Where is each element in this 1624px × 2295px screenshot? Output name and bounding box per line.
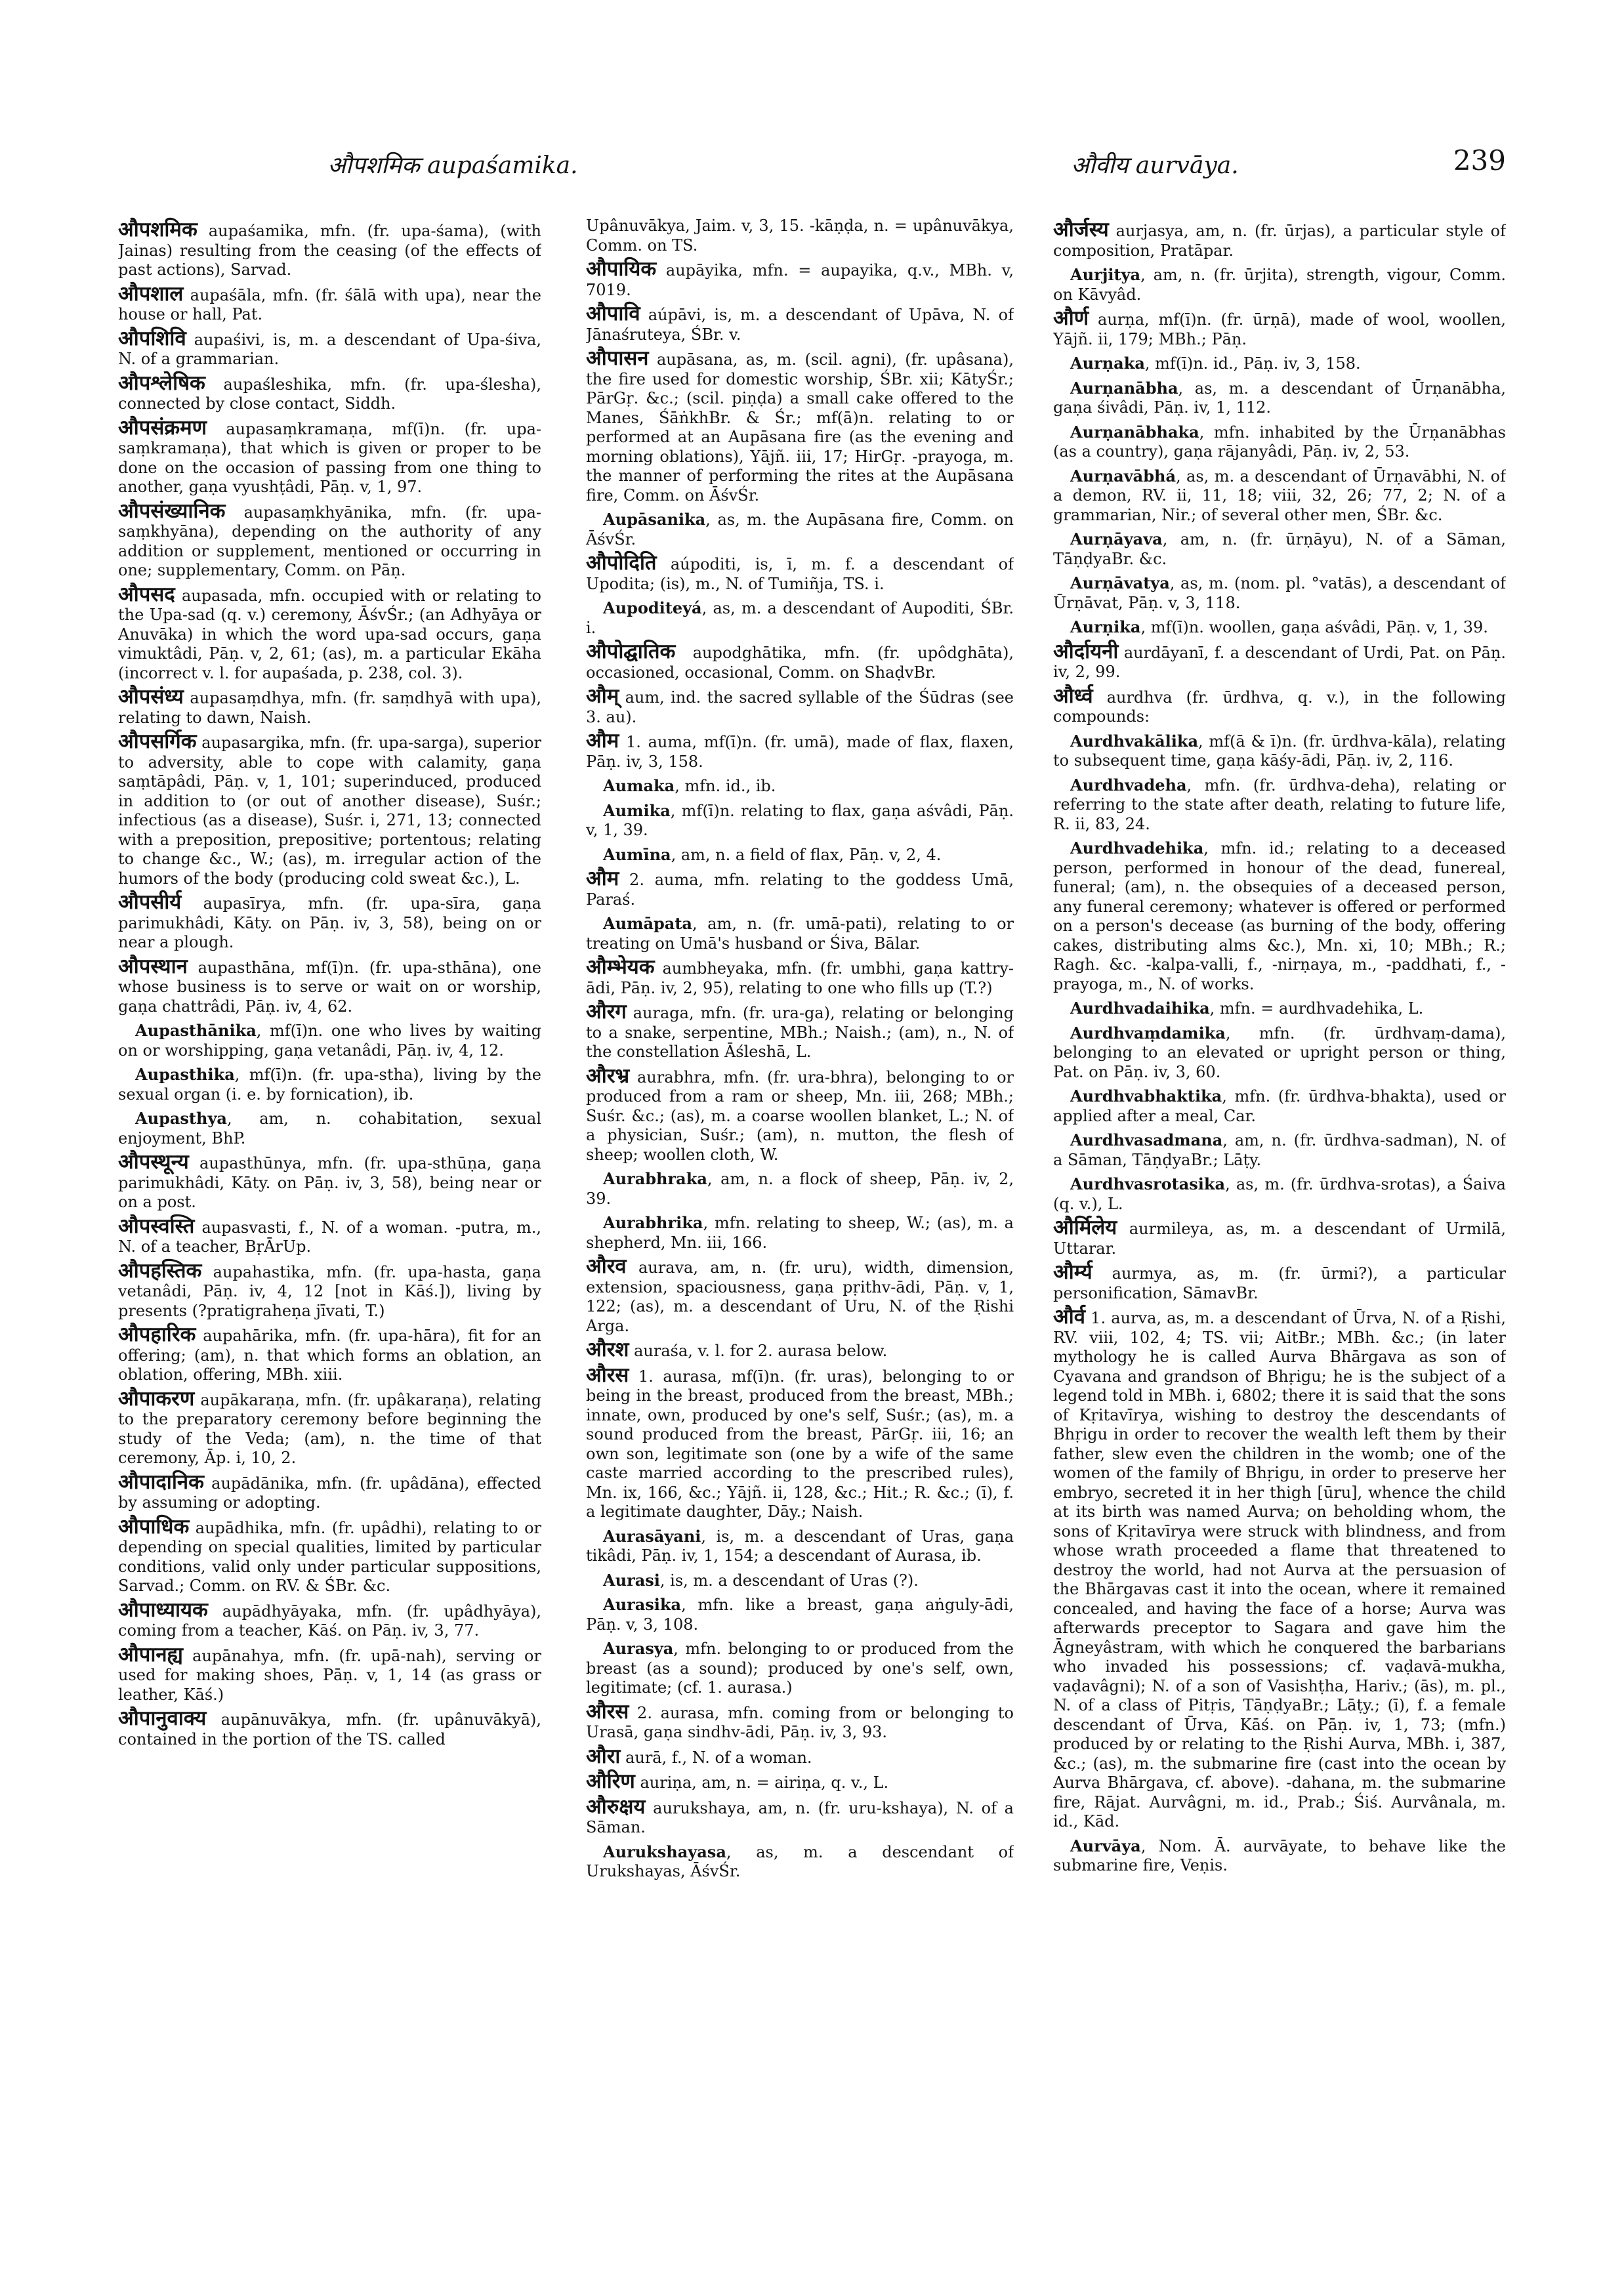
dictionary-subentry bbox=[1053, 379, 1506, 418]
dictionary-entry bbox=[586, 684, 1014, 727]
entry-text: aupādhyāyaka, mfn. (fr. upâdhyāya), coming from a teacher, Kāś. on Pāṇ. iv, 3, 77. bbox=[118, 1602, 541, 1640]
entry-text: aupaśleshika, mfn. (fr. upa-ślesha), connected by close contact, Siddh. bbox=[118, 375, 541, 413]
entry-headword: औरग bbox=[586, 1000, 627, 1023]
entry-text: 1. aurasa, mf(ī)n. (fr. uras), belonging to or being in the breast, produced from the breast, MBh.; innate, own, produced by one's self, Suśr.; (as), m. a sound produced from the breast, PārGṛ. iii, 16; an own son, legitimate son (one by a wife of the same caste married according to the prescribed rules), Mn. ix, 166, &c.; Yājñ. ii, 128, &c.; Hit.; R. &c.; (ī), f. a legitimate daughter, Dāy.; Naish. bbox=[586, 1367, 1014, 1521]
entry-headword: Aurṇanābhaka bbox=[1070, 422, 1199, 442]
dictionary-subentry bbox=[1053, 423, 1506, 462]
column-1 bbox=[118, 217, 541, 2264]
dictionary-subentry bbox=[586, 1169, 1014, 1209]
dictionary-subentry bbox=[586, 776, 1014, 796]
entry-headword: और्दायनी bbox=[1053, 639, 1119, 663]
entry-headword: औपाध्यायक bbox=[118, 1598, 208, 1622]
dictionary-entry bbox=[118, 1470, 541, 1513]
entry-text: , as, m. (fr. ūrdhva-srotas), a Śaiva (q. v.), L. bbox=[1053, 1175, 1506, 1213]
entry-headword: और्व bbox=[1053, 1305, 1085, 1329]
dictionary-subentry bbox=[586, 845, 1014, 865]
entry-headword: औपाकरण bbox=[118, 1386, 195, 1411]
entry-text: , mf(ī)n. relating to flax, gaṇa aśvâdi, Pāṇ. v, 1, 39. bbox=[586, 801, 1014, 839]
entry-text: aurjasya, am, n. (fr. ūrjas), a particular style of composition, Pratāpar. bbox=[1053, 222, 1506, 260]
entry-headword: औपसीर्य bbox=[118, 890, 182, 914]
dictionary-entry bbox=[586, 1000, 1014, 1062]
entry-headword: Aurvāya bbox=[1070, 1836, 1141, 1855]
entry-headword: औपहारिक bbox=[118, 1323, 196, 1346]
entry-headword: Aumīna bbox=[603, 844, 671, 864]
dictionary-entry bbox=[1053, 306, 1506, 349]
entry-headword: Aumaka bbox=[603, 776, 675, 795]
entry-text: aurā, f., N. of a woman. bbox=[625, 1748, 812, 1767]
entry-headword: औपश्लेषिक bbox=[118, 371, 205, 395]
dictionary-entry bbox=[118, 415, 541, 497]
entry-text: aupaśivi, is, m. a descendant of Upa-śiva, N. of a grammarian. bbox=[118, 330, 541, 368]
entry-text: , am, n. cohabitation, sexual enjoyment, BhP. bbox=[118, 1109, 541, 1148]
dictionary-subentry bbox=[118, 1109, 541, 1148]
entry-headword: औम् bbox=[586, 684, 619, 708]
entry-text: aupahastika, mfn. (fr. upa-hasta, gaṇa vetanâdi, Pāṇ. iv, 4, 12 [not in Kāś.]), living by presents (?pratigraheṇa jīvati, T.) bbox=[118, 1262, 541, 1320]
dictionary-entry bbox=[586, 869, 1014, 909]
dictionary-entry bbox=[118, 1386, 541, 1468]
entry-text: , mf(ā & ī)n. (fr. ūrdhva-kāla), relating to subsequent time, gaṇa kāśy-ādi, Pāṇ. iv, 2, 116. bbox=[1053, 732, 1506, 770]
dictionary-entry bbox=[586, 1363, 1014, 1522]
dictionary-entry bbox=[118, 685, 541, 728]
entry-text: , am, n. (fr. ūrdhva-sadman), N. of a Sāman, TāṇḍyaBr.; Lāṭy. bbox=[1053, 1131, 1506, 1169]
dictionary-subentry bbox=[1053, 573, 1506, 613]
entry-text: , mfn. like a breast, gaṇa aṅguly-ādi, Pāṇ. v, 3, 108. bbox=[586, 1596, 1014, 1634]
entry-text: , is, m. a descendant of Uras (?). bbox=[659, 1571, 919, 1590]
dictionary-entry bbox=[118, 281, 541, 325]
entry-text: , mf(ī)n. woollen, gaṇa aśvâdi, Pāṇ. v, 1, 39. bbox=[1140, 618, 1488, 636]
entry-headword: Aupasthya bbox=[135, 1109, 227, 1128]
entry-headword: Aurdhvadaihika bbox=[1070, 999, 1210, 1018]
entry-headword: Aurdhvakālika bbox=[1070, 731, 1199, 751]
entry-headword: Aurdhvasrotasika bbox=[1070, 1174, 1226, 1193]
entry-text: aupasaṃkramaṇa, mf(ī)n. (fr. upa-saṃkramaṇa), that which is given or proper to be done on the occasion of passing from one thing to another, gaṇa vyushṭâdi, Pāṇ. v, 1, 97. bbox=[118, 419, 541, 496]
entry-text: , mfn. (fr. ūrdhvaṃ-dama), belonging to an elevated or upright person or thing, Pat. on Pāṇ. iv, 3, 60. bbox=[1053, 1023, 1506, 1081]
entry-headword: Aurasya bbox=[603, 1639, 674, 1658]
entry-headword: Aurasi bbox=[603, 1570, 660, 1590]
dictionary-entry bbox=[118, 732, 541, 888]
dictionary-entry bbox=[1053, 1218, 1506, 1258]
entry-headword: औरश bbox=[586, 1338, 629, 1361]
entry-headword: औपसर्गिक bbox=[118, 730, 197, 753]
dictionary-entry bbox=[1053, 1305, 1506, 1832]
dictionary-subentry bbox=[586, 914, 1014, 953]
dictionary-entry bbox=[586, 1064, 1014, 1165]
entry-text: aupānuvākya, mfn. (fr. upânuvākyā), contained in the portion of the TS. called bbox=[118, 1710, 541, 1748]
dictionary-subentry bbox=[1053, 617, 1506, 638]
entry-text: aum, ind. the sacred syllable of the Śūdras (see 3. au). bbox=[586, 688, 1014, 726]
entry-text: , as, m. a descendant of Aupoditi, ŚBr. i. bbox=[586, 599, 1014, 637]
entry-headword: औरिण bbox=[586, 1769, 635, 1793]
dictionary-entry bbox=[118, 582, 541, 684]
entry-text: , am, n. (fr. umā-pati), relating to or treating on Umā's husband or Śiva, Bālar. bbox=[586, 915, 1014, 953]
entry-headword: Aupasthānika bbox=[135, 1021, 257, 1040]
dictionary-entry bbox=[118, 1642, 541, 1705]
entry-text: aurmya, as, m. (fr. ūrmi?), a particular personification, SāmavBr. bbox=[1053, 1264, 1506, 1302]
entry-text: aumbheyaka, mfn. (fr. umbhi, gaṇa kattry-ādi, Pāṇ. iv, 2, 95), relating to one who fills up (T.?) bbox=[586, 959, 1014, 997]
entry-text: , mfn. = aurdhvadehika, L. bbox=[1209, 999, 1424, 1018]
entry-text: aupodghātika, mfn. (fr. upôdghāta), occasioned, occasional, Comm. on ShaḍvBr. bbox=[586, 644, 1014, 682]
entry-headword: औरस bbox=[586, 1363, 629, 1387]
dictionary-entry bbox=[1053, 639, 1506, 682]
dictionary-subentry bbox=[1053, 1836, 1506, 1876]
entry-text: aupahārika, mfn. (fr. upa-hāra), fit for an offering; (am), n. that which forms an oblation, an oblation, offering, MBh. xiii. bbox=[118, 1327, 541, 1384]
entry-text: , mf(ī)n. (fr. upa-stha), living by the sexual organ (i. e. by fornication), ib. bbox=[118, 1065, 541, 1104]
entry-text: Upânuvākya, Jaim. v, 3, 15. -kāṇḍa, n. = upânuvākya, Comm. on TS. bbox=[586, 217, 1014, 255]
entry-headword: औपस्वस्ति bbox=[118, 1214, 195, 1238]
dictionary-subentry bbox=[586, 510, 1014, 549]
dictionary-subentry bbox=[1053, 466, 1506, 526]
dictionary-subentry bbox=[586, 1595, 1014, 1634]
entry-headword: Aurabhraka bbox=[603, 1169, 707, 1188]
dictionary-entry bbox=[586, 1769, 1014, 1793]
dictionary-entry bbox=[118, 1325, 541, 1385]
entry-headword: औपसंध्य bbox=[118, 685, 184, 709]
dictionary-entry bbox=[118, 326, 541, 369]
entry-headword: Aumāpata bbox=[603, 914, 692, 933]
dictionary-subentry bbox=[1053, 775, 1506, 835]
entry-text: aupasthūnya, mfn. (fr. upa-sthūṇa, gaṇa parimukhâdi, Kāty. on Pāṇ. iv, 3, 58), being near or on a post. bbox=[118, 1154, 541, 1211]
dictionary-subentry bbox=[586, 1571, 1014, 1591]
entry-text: , mfn. (fr. ūrdhva-deha), relating or referring to the state after death, relating to future life, R. ii, 83, 24. bbox=[1053, 775, 1506, 833]
entry-text: aurṇa, mf(ī)n. (fr. ūrṇā), made of wool, woollen, Yājñ. ii, 179; MBh.; Pāṇ. bbox=[1053, 310, 1506, 348]
dictionary-subentry bbox=[586, 1527, 1014, 1566]
entry-headword: और्जस्य bbox=[1053, 218, 1109, 241]
entry-text: , mf(ī)n. id., Pāṇ. iv, 3, 158. bbox=[1144, 354, 1361, 373]
entry-headword: औपशिवि bbox=[118, 326, 186, 350]
entry-headword: औपोदिति bbox=[586, 551, 657, 575]
entry-headword: औम्भेयक bbox=[586, 955, 655, 979]
entry-headword: औपादानिक bbox=[118, 1470, 204, 1494]
entry-headword: Aurabhrika bbox=[603, 1213, 703, 1232]
entry-headword: औरा bbox=[586, 1744, 621, 1768]
dictionary-entry bbox=[586, 729, 1014, 772]
dictionary-entry bbox=[118, 499, 541, 581]
dictionary-entry bbox=[118, 1258, 541, 1321]
entry-text: , am, n. a field of flax, Pāṇ. v, 2, 4. bbox=[671, 845, 942, 864]
entry-headword: Aurukshayasa bbox=[603, 1842, 726, 1861]
entry-headword: Aurṇāvatya bbox=[1070, 573, 1170, 592]
entry-text: aurukshaya, am, n. (fr. uru-kshaya), N. of a Sāman. bbox=[586, 1798, 1014, 1836]
entry-text: aúpoditi, is, ī, m. f. a descendant of Upodita; (is), m., N. of Tumiñja, TS. i. bbox=[586, 555, 1014, 593]
dictionary-subentry bbox=[1053, 999, 1506, 1019]
entry-text: , mfn. belonging to or produced from the breast (as a sound); produced by one's self, own, legitimate; (cf. 1. aurasa.) bbox=[586, 1640, 1014, 1697]
entry-text: aupasargika, mfn. (fr. upa-sarga), superior to adversity, able to cope with calamity, gaṇa saṃtāpâdi, Pāṇ. v, 1, 101; superinduced, produced in addition to (or out of another disease), Suśr.; infectious (as a disease), Suśr. i, 271, 13; connected with a preposition, prepositive; portentous; relating to change &c., W.; (as), m. irregular action of the humors of the body (producing cold sweat &c.), L. bbox=[118, 734, 541, 888]
entry-headword: औरस bbox=[586, 1699, 629, 1724]
entry-text: , mfn. inhabited by the Ūrṇanābhas (as a country), gaṇa rājanyâdi, Pāṇ. iv, 2, 53. bbox=[1053, 423, 1506, 461]
entry-headword: Aurṇāyava bbox=[1070, 529, 1163, 548]
entry-text: , am, n. (fr. ūrjita), strength, vigour, Comm. on Kāvyâd. bbox=[1053, 266, 1506, 304]
entry-headword: औरभ्र bbox=[586, 1064, 630, 1088]
entry-text: 2. auma, mfn. relating to the goddess Umā, Paraś. bbox=[586, 871, 1014, 909]
dictionary-entry bbox=[118, 890, 541, 953]
entry-text: aurava, am, n. (fr. uru), width, dimension, extension, spaciousness, gaṇa pṛithv-ādi, Pāṇ. v, 1, 122; (as), m. a descendant of Uru, N. of the Ṛishi Arga. bbox=[586, 1258, 1014, 1335]
dictionary-subentry bbox=[586, 1213, 1014, 1252]
entry-text: , as, m. a descendant of Urukshayas, ĀśvŚr. bbox=[586, 1842, 1014, 1880]
entry-headword: औपानह्य bbox=[118, 1642, 183, 1666]
entry-headword: औपायिक bbox=[586, 257, 657, 281]
entry-headword: Aurṇavābhá bbox=[1070, 466, 1176, 486]
entry-headword: Aurṇanābha bbox=[1070, 378, 1178, 398]
entry-text: , mfn. id.; relating to a deceased person, performed in honour of the dead, funereal, funeral; (am), n. the obsequies of a deceased person, any funeral ceremony; whatever is offered or performed on a person's decease (as burning of the body, offering cakes, distributing alms &c.), Mn. xi, 10; MBh.; R.; Ragh. &c. -kalpa-valli, f., -nirṇaya, m., -paddhati, f., -prayoga, m., N. of works. bbox=[1053, 839, 1506, 993]
dictionary-entry bbox=[586, 346, 1014, 505]
page-number: 239 bbox=[1453, 144, 1506, 176]
entry-headword: और्म्य bbox=[1053, 1260, 1093, 1284]
entry-headword: औपासन bbox=[586, 346, 649, 370]
dictionary-entry bbox=[586, 551, 1014, 594]
dictionary-subentry bbox=[1053, 1086, 1506, 1126]
dictionary-subentry bbox=[1053, 354, 1506, 374]
entry-text: , am, n. a flock of sheep, Pāṇ. iv, 2, 39. bbox=[586, 1170, 1014, 1208]
entry-text: , as, m. the Aupāsana fire, Comm. on ĀśvŚr. bbox=[586, 510, 1014, 548]
entry-headword: औपसंख्यानिक bbox=[118, 499, 226, 523]
entry-text: 1. aurva, as, m. a descendant of Ūrva, N. of a Ṛishi, RV. viii, 102, 4; TS. vii; AitBr.; MBh. &c.; (in later mythology he is called Aurva Bhārgava as son of Cyavana and grandson of Bhṛigu; he is the subject of a legend told in MBh. i, 6802; there it is said that the sons of Kṛitavīrya, wishing to destroy the descendants of Bhṛigu in order to recover the wealth left them by their father, slew even the children in the womb; one of the women of the family of Bhṛigu, in order to preserve her embryo, secreted it in her thigh [ūru], whence the child at its birth was named Aurva; on beholding whom, the sons of Kṛitavīrya were struck with blindness, and from whose wrath proceeded a flame that threatened to destroy the world, had not Aurva at the persuasion of the Bhārgavas cast it into the ocean, where it remained concealed, and having the face of a horse; Aurva was afterwards preceptor to Sagara and gave him the Āgneyâstram, with which he conquered the barbarians who invaded his possessions; cf. vaḍavā-mukha, vaḍavâgni); N. of a son of Vasishṭha, Hariv.; (ās), m. pl., N. of a class of Pitṛis, TāṇḍyaBr.; Lāṭy.; (ī), f. a female descendant of Ūrva, Kāś. on Pāṇ. iv, 1, 73; (mfn.) produced by or relating to the Ṛishi Aurva, MBh. i, 387, &c.; (as), m. the submarine fire (cast into the ocean by Aurva Bhārgava, cf. above). -dahana, m. the submarine fire, Rājat. Aurvâgni, m. id., Prab.; Śiś. Aurvânala, m. id., Kād. bbox=[1053, 1309, 1506, 1830]
dictionary-subentry bbox=[1053, 529, 1506, 569]
entry-text: , mf(ī)n. one who lives by waiting on or worshipping, gaṇa vetanâdi, Pāṇ. iv, 4, 12. bbox=[118, 1022, 541, 1060]
dictionary-subentry bbox=[586, 1639, 1014, 1698]
entry-headword: और्ध्व bbox=[1053, 684, 1093, 708]
entry-headword: औपानुवाक्य bbox=[118, 1706, 207, 1730]
dictionary-entry bbox=[586, 1744, 1014, 1768]
entry-headword: Aurdhvabhaktika bbox=[1070, 1086, 1222, 1106]
dictionary-entry bbox=[118, 1706, 541, 1749]
dictionary-subentry bbox=[118, 1065, 541, 1104]
dictionary-entry bbox=[586, 257, 1014, 300]
entry-text: aurdhva (fr. ūrdhva, q. v.), in the following compounds: bbox=[1053, 688, 1506, 726]
entry-text: , mfn. relating to sheep, W.; (as), m. a shepherd, Mn. iii, 166. bbox=[586, 1214, 1014, 1252]
dictionary-entry bbox=[118, 220, 541, 280]
entry-headword: औपाधिक bbox=[118, 1514, 190, 1539]
entry-headword: औम bbox=[586, 729, 619, 753]
entry-headword: Aupoditeyá bbox=[603, 598, 702, 617]
entry-text: aupaśamika, mfn. (fr. upa-śama), (with Jainas) resulting from the ceasing (of the effects of past actions), Sarvad. bbox=[118, 222, 541, 279]
dictionary-subentry bbox=[586, 1842, 1014, 1882]
entry-text: aúpāvi, is, m. a descendant of Upāva, N. of Jānaśruteya, ŚBr. v. bbox=[586, 306, 1014, 344]
dictionary-entry bbox=[1053, 684, 1506, 727]
dictionary-subentry bbox=[118, 1021, 541, 1060]
entry-headword: औरुक्षय bbox=[586, 1794, 646, 1819]
dictionary-subentry bbox=[1053, 838, 1506, 994]
entry-text: aupasthāna, mf(ī)n. (fr. upa-sthāna), one whose business is to serve or wait on or worship, gaṇa chattrâdi, Pāṇ. iv, 4, 62. bbox=[118, 958, 541, 1016]
dictionary-entry bbox=[118, 1214, 541, 1257]
entry-headword: और्मिलेय bbox=[1053, 1216, 1117, 1239]
dictionary-entry bbox=[586, 955, 1014, 998]
entry-headword: Aurasāyani bbox=[603, 1526, 701, 1546]
entry-headword: औपावि bbox=[586, 302, 640, 325]
entry-text: 2. aurasa, mfn. coming from or belonging to Urasā, gaṇa sindhv-ādi, Pāṇ. iv, 3, 93. bbox=[586, 1703, 1014, 1741]
dictionary-entry bbox=[1053, 220, 1506, 260]
entry-headword: और्ण bbox=[1053, 306, 1089, 330]
entry-text: auraga, mfn. (fr. ura-ga), relating or belonging to a snake, serpentine, MBh.; Naish.; (am), n., N. of the constellation Āśleshā, L. bbox=[586, 1004, 1014, 1061]
entry-headword: Aurṇika bbox=[1070, 617, 1141, 636]
dictionary-entry bbox=[586, 304, 1014, 344]
entry-headword: Aupāsanika bbox=[603, 510, 706, 529]
dictionary-entry bbox=[118, 1514, 541, 1596]
entry-text: aupaśāla, mfn. (fr. śālā with upa), near the house or hall, Pat. bbox=[118, 285, 541, 323]
dictionary-subentry bbox=[1053, 1174, 1506, 1214]
entry-text: , as, m. a descendant of Ūrṇavābhi, N. of a demon, RV. ii, 11, 18; viii, 32, 26; 77, 2; N. of a grammarian, Nir.; of several other men, ŚBr. &c. bbox=[1053, 466, 1506, 524]
dictionary-entry bbox=[586, 1699, 1014, 1743]
dictionary-subentry bbox=[1053, 1023, 1506, 1083]
column-3 bbox=[1053, 217, 1506, 2264]
entry-text: auriṇa, am, n. = airiṇa, q. v., L. bbox=[640, 1773, 889, 1792]
dictionary-entry bbox=[1053, 1260, 1506, 1303]
running-head-left: औपशमिक aupaśamika. bbox=[327, 152, 578, 179]
dictionary-subentry bbox=[1053, 265, 1506, 304]
dictionary-entry bbox=[586, 642, 1014, 682]
entry-text: aupasada, mfn. occupied with or relating to the Upa-sad (q. v.) ceremony, ĀśvŚr.; (an Adhyāya or Anuvāka) in which the word upa-sad occurs, gaṇa vimuktâdi, Pāṇ. v, 2, 61; (as), m. a particular Ekāha (incorrect v. l. for aupaśada, p. 238, col. 3). bbox=[118, 586, 541, 682]
entry-text: aurdāyanī, f. a descendant of Urdi, Pat. on Pāṇ. iv, 2, 99. bbox=[1053, 643, 1506, 681]
entry-text: aurmileya, as, m. a descendant of Urmilā, Uttarar. bbox=[1053, 1220, 1506, 1258]
entry-text: , is, m. a descendant of Uras, gaṇa tikâdi, Pāṇ. iv, 1, 154; a descendant of Aurasa, ib. bbox=[586, 1527, 1014, 1565]
entry-text: auraśa, v. l. for 2. aurasa below. bbox=[634, 1342, 888, 1360]
entry-text: , as, m. a descendant of Ūrṇanābha, gaṇa śivâdi, Pāṇ. iv, 1, 112. bbox=[1053, 379, 1506, 417]
entry-headword: Aupasthika bbox=[135, 1065, 235, 1084]
column-2 bbox=[586, 217, 1014, 2264]
dictionary-subentry bbox=[586, 801, 1014, 840]
entry-continuation bbox=[586, 217, 1014, 255]
entry-text: aupāyika, mfn. = aupayika, q.v., MBh. v, 7019. bbox=[586, 261, 1014, 299]
entry-text: aupāsana, as, m. (scil. agni), (fr. upâsana), the fire used for domestic worship, ŚBr. xii; KātyŚr.; PārGṛ. &c.; (scil. piṇḍa) a small cake offered to the Manes, ŚāṅkhBr. & Śr.; mf(ā)n. relating to or performed at an Aupāsana fire (as the evening and morning oblations), Yājñ. iii, 17; HirGṛ. -prayoga, m. the manner of performing the rites at the Aupāsana fire, Comm. on ĀśvŚr. bbox=[586, 350, 1014, 505]
entry-headword: औपहस्तिक bbox=[118, 1258, 202, 1283]
entry-headword: Aurdhvasadmana bbox=[1070, 1130, 1223, 1149]
entry-text: aupasaṃkhyānika, mfn. (fr. upa-saṃkhyāna), depending on the authority of any addition or supplement, mentioned or occurring in one; supplementary, Comm. on Pāṇ. bbox=[118, 503, 541, 579]
entry-text: , am, n. (fr. ūrṇāyu), N. of a Sāman, TāṇḍyaBr. &c. bbox=[1053, 530, 1506, 568]
entry-text: aupasīrya, mfn. (fr. upa-sīra, gaṇa parimukhâdi, Kāty. on Pāṇ. iv, 3, 58), being on or near a plough. bbox=[118, 894, 541, 951]
entry-text: , mfn. id., ib. bbox=[675, 777, 776, 795]
dictionary-entry bbox=[586, 1254, 1014, 1336]
entry-headword: औम bbox=[586, 867, 619, 890]
dictionary-subentry bbox=[1053, 732, 1506, 771]
dictionary-entry bbox=[118, 371, 541, 414]
entry-text: aupasaṃdhya, mfn. (fr. saṃdhyā with upa), relating to dawn, Naish. bbox=[118, 689, 541, 727]
entry-text: , as, m. (nom. pl. °vatās), a descendant of Ūrṇāvat, Pāṇ. v, 3, 118. bbox=[1053, 574, 1506, 612]
entry-headword: औरव bbox=[586, 1254, 627, 1278]
entry-headword: औपसद bbox=[118, 582, 175, 606]
entry-text: aupasvasti, f., N. of a woman. -putra, m., N. of a teacher, BṛĀrUp. bbox=[118, 1218, 541, 1256]
dictionary-entry bbox=[118, 954, 541, 1017]
entry-text: aupādānika, mfn. (fr. upâdāna), effected by assuming or adopting. bbox=[118, 1474, 541, 1512]
page-header bbox=[118, 106, 1506, 185]
entry-headword: Aumika bbox=[603, 800, 671, 820]
entry-text: 1. auma, mf(ī)n. (fr. umā), made of flax, flaxen, Pāṇ. iv, 3, 158. bbox=[586, 733, 1014, 771]
dictionary-subentry bbox=[1053, 1130, 1506, 1170]
entry-headword: Aurasika bbox=[603, 1595, 682, 1614]
entry-text: aupākaraṇa, mfn. (fr. upâkaraṇa), relating to the preparatory ceremony before beginning the study of the Veda; (am), n. the time of that ceremony, Āp. i, 10, 2. bbox=[118, 1390, 541, 1467]
dictionary-entry bbox=[118, 1598, 541, 1641]
entry-text: , mfn. (fr. ūrdhva-bhakta), used or applied after a meal, Car. bbox=[1053, 1087, 1506, 1125]
running-head-right: औवीय aurvāya. bbox=[1071, 152, 1239, 179]
entry-headword: Aurdhvadeha bbox=[1070, 775, 1187, 795]
entry-text: , Nom. Ā. aurvāyate, to behave like the submarine fire, Veṇis. bbox=[1053, 1836, 1506, 1874]
entry-headword: औपशमिक bbox=[118, 218, 198, 241]
entry-headword: Aurdhvadehika bbox=[1070, 838, 1204, 858]
entry-headword: Aurdhvaṃdamika bbox=[1070, 1023, 1226, 1043]
dictionary-entry bbox=[586, 1340, 1014, 1361]
dictionary-subentry bbox=[586, 598, 1014, 638]
dictionary-entry bbox=[586, 1794, 1014, 1838]
entry-headword: औपशाल bbox=[118, 281, 184, 306]
entry-headword: औपस्थून्य bbox=[118, 1150, 189, 1174]
entry-text: aurabhra, mfn. (fr. ura-bhra), belonging to or produced from a ram or sheep, Mn. iii, 268; MBh.; Suśr. &c.; (as), m. a coarse woollen blanket, L.; N. of a physician, Suśr.; (am), n. mutton, the flesh of sheep; woollen cloth, W. bbox=[586, 1067, 1014, 1164]
entry-headword: औपसंक्रमण bbox=[118, 415, 207, 440]
entry-headword: औपोद्घातिक bbox=[586, 640, 676, 663]
entry-headword: Aurṇaka bbox=[1070, 354, 1145, 373]
entry-text: aupānahya, mfn. (fr. upā-nah), serving or used for making shoes, Pāṇ. v, 1, 14 (as grass or leather, Kāś.) bbox=[118, 1646, 541, 1704]
dictionary-entry bbox=[118, 1150, 541, 1212]
entry-headword: औपस्थान bbox=[118, 954, 188, 978]
entry-headword: Aurjitya bbox=[1070, 265, 1141, 284]
entry-text: aupādhika, mfn. (fr. upâdhi), relating to or depending on special qualities, limited by particular conditions, valid only under particular suppositions, Sarvad.; Comm. on RV. & ŚBr. &c. bbox=[118, 1518, 541, 1595]
